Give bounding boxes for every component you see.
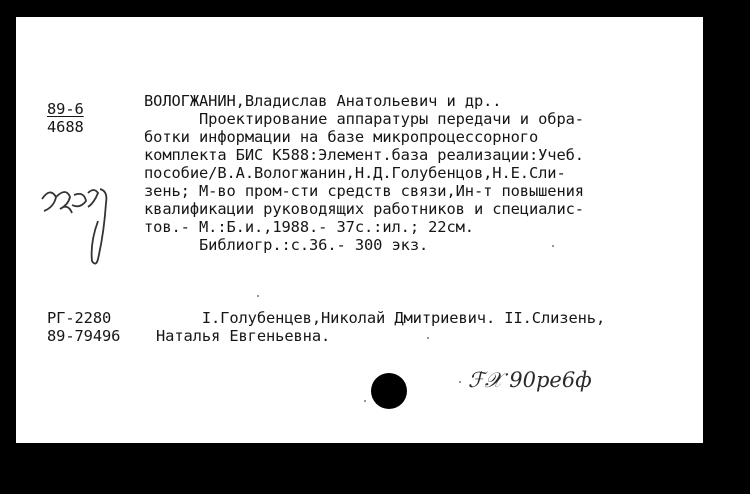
entry-line-4: комплекта БИС К588:Элемент.база реализации:Учеб. bbox=[144, 146, 584, 164]
entry-line-5: пособие/В.А.Вологжанин,Н.Д.Голубенцов,Н.Е.Сли- bbox=[144, 164, 566, 182]
speck bbox=[427, 337, 429, 339]
entry-line-9: Библиогр.:с.36.- 300 экз. bbox=[144, 236, 429, 254]
speck bbox=[552, 245, 554, 247]
entry-line-1: ВОЛОГЖАНИН,Владислав Анатольевич и др.. bbox=[144, 92, 502, 110]
entry-line-7: квалификации руководящих работников и специалис- bbox=[144, 200, 584, 218]
handwritten-note: ℱ𝒳 90ре6ф bbox=[468, 368, 592, 392]
speck bbox=[257, 295, 259, 297]
entry-line-3: ботки информации на базе микропроцессорного bbox=[144, 128, 539, 146]
registry-number-1: РГ-2280 bbox=[47, 309, 112, 327]
catalog-card bbox=[16, 17, 703, 443]
added-entry-line-2: Наталья Евгеньевна. bbox=[156, 327, 331, 345]
entry-line-8: тов.- М.:Б.и.,1988.- 37с.:ил.; 22см. bbox=[144, 218, 474, 236]
entry-line-2: Проектирование аппаратуры передачи и обра- bbox=[144, 110, 584, 128]
speck bbox=[364, 400, 366, 402]
handwritten-mark-left bbox=[36, 185, 126, 265]
card-punch-hole bbox=[371, 373, 407, 409]
added-entry-line-1: I.Голубенцев,Николай Дмитриевич. II.Слизень, bbox=[156, 309, 606, 327]
call-number-line1: 89-6 bbox=[47, 100, 84, 118]
speck bbox=[459, 381, 461, 383]
entry-line-6: зень; М-во пром-сти средств связи,Ин-т повышения bbox=[144, 182, 584, 200]
call-number-line2: 4688 bbox=[47, 118, 84, 136]
registry-number-2: 89-79496 bbox=[47, 327, 121, 345]
